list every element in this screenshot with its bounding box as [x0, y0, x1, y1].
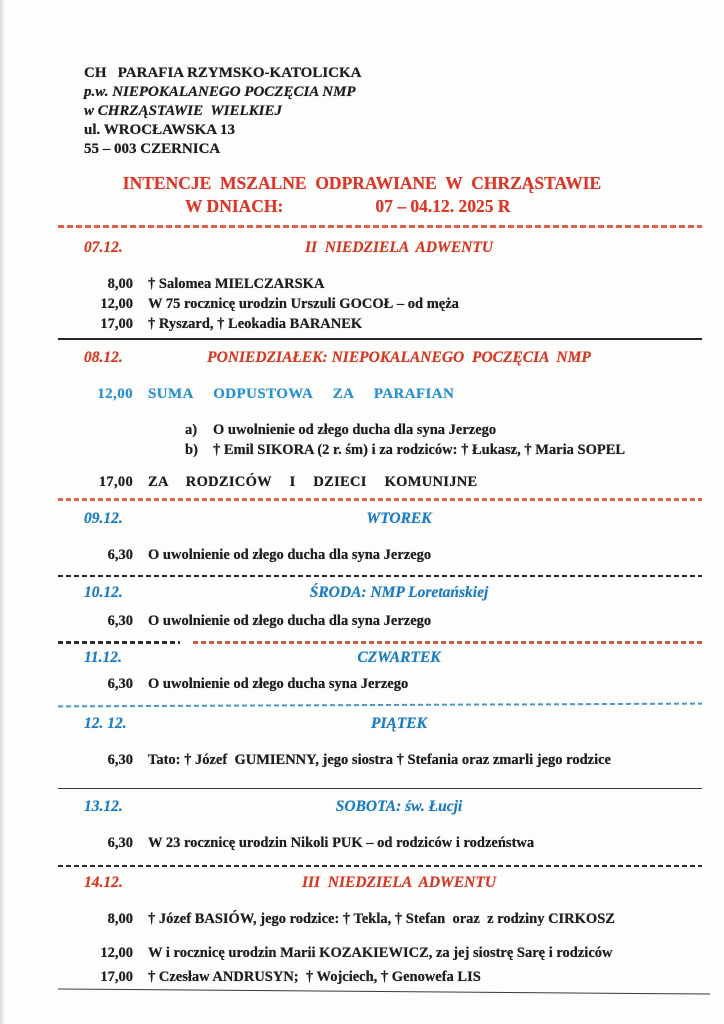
mass-entry: [85, 611, 688, 631]
mass-intention: SUMA ODPUSTOWA ZA PARAFIAN: [148, 386, 455, 402]
mass-entry: [85, 294, 688, 314]
separator-solid-thin-slanted: [58, 988, 710, 994]
separator-segment-gap: [180, 641, 193, 644]
mass-time: 12,00: [100, 296, 133, 312]
section-heading-0912: [84, 509, 640, 529]
separator-red-dashed: [58, 225, 702, 228]
mass-entry-suma: [85, 384, 688, 404]
mass-intention: † Ryszard, † Leokadia BARANEK: [148, 316, 363, 332]
mass-time: 12,00: [100, 945, 133, 961]
separator-solid-thin: [58, 788, 702, 789]
date-range-value: 07 – 04.12. 2025 R: [375, 196, 511, 216]
mass-intention: ZA RODZICÓW I DZIECI KOMUNIJNE: [148, 474, 478, 490]
section-date: 07.12.: [84, 239, 123, 256]
section-title: II NIEDZIELA ADWENTU: [304, 239, 494, 256]
section-title: III NIEDZIELA ADWENTU: [301, 874, 497, 891]
parish-name-line: CH PARAFIA RZYMSKO-KATOLICKA: [84, 65, 362, 81]
section-date: 13.12.: [84, 797, 123, 815]
mass-entry: [85, 750, 688, 770]
mass-time: 6,30: [107, 834, 133, 851]
section-heading-1312: [84, 797, 640, 817]
mass-entry: [85, 909, 688, 929]
section-heading-0812: [84, 348, 640, 368]
section-title: CZWARTEK: [357, 648, 441, 666]
separator-black-dashed: [58, 575, 702, 578]
separator-black-dashed: [58, 865, 702, 868]
mass-intention: Tato: † Józef GUMIENNY, jego siostra † Stefania oraz zmarli jego rodzice: [148, 751, 611, 768]
mass-time: 17,00: [100, 316, 133, 332]
sub-intention-label: a): [185, 422, 198, 438]
parish-locality-line: w CHRZĄSTAWIE WIELKIEJ: [84, 103, 283, 119]
parish-patron-line: p.w. NIEPOKALANEGO POCZĘCIA NMP: [84, 84, 356, 100]
separator-segment-red: [193, 641, 702, 644]
section-date: 14.12.: [84, 874, 123, 891]
section-title: SOBOTA: św. Łucji: [335, 797, 463, 815]
mass-time: 6,30: [107, 546, 133, 563]
section-heading-1412: [84, 873, 640, 893]
section-heading-1212: [84, 714, 640, 734]
section-title: ŚRODA: NMP Loretańskiej: [309, 584, 489, 601]
mass-time: 8,00: [107, 276, 133, 292]
section-date: 10.12.: [84, 584, 123, 601]
section-title: PONIEDZIAŁEK: NIEPOKALANEGO POCZĘCIA NMP: [207, 349, 591, 366]
separator-blue-dashed: [58, 702, 702, 707]
section-date: 09.12.: [84, 509, 123, 527]
mass-time: 6,30: [107, 613, 133, 629]
section-date: 12. 12.: [84, 714, 127, 732]
mass-intention: W 75 rocznicę urodzin Urszuli GOCOŁ – od męża: [148, 296, 459, 312]
separator-segment-black: [58, 641, 180, 644]
mass-intention: W 23 rocznicę urodzin Nikoli PUK – od rodziców i rodzeństwa: [148, 834, 535, 851]
mass-entry: [85, 472, 688, 492]
page-title-line1: INTENCJE MSZALNE ODPRAWIANE W CHRZĄSTAWIE: [122, 173, 602, 193]
mass-entry: [85, 967, 688, 987]
mass-time: 8,00: [107, 911, 133, 927]
mass-time: 12,00: [97, 386, 133, 402]
mass-entry: [85, 274, 688, 294]
mass-intention: O uwolnienie od złego ducha syna Jerzego: [148, 675, 409, 692]
section-heading-1112: [84, 648, 640, 668]
section-title: WTOREK: [366, 509, 432, 527]
mass-intention: † Józef BASIÓW, jego rodzice: † Tekla, † Stefan oraz z rodziny CIRKOSZ: [148, 911, 615, 927]
separator-solid: [58, 338, 702, 340]
mass-entry: [85, 833, 688, 853]
mass-entry: [85, 674, 688, 694]
mass-intention: O uwolnienie od złego ducha dla syna Jerzego: [148, 546, 432, 563]
separator-red-dashed: [58, 498, 702, 501]
mass-time: 6,30: [107, 675, 133, 692]
mass-intention: W i rocznicę urodzin Marii KOZAKIEWICZ, za jej siostrę Sarę i rodziców: [148, 945, 613, 961]
sub-intention-label: b): [185, 442, 198, 458]
sub-intention-text: † Emil SIKORA (2 r. śm) i za rodziców: † Łukasz, † Maria SOPEL: [213, 442, 626, 458]
mass-time: 6,30: [107, 751, 133, 768]
section-heading-0712: [84, 238, 640, 258]
separator-mixed-dashed: [58, 641, 702, 644]
page-title: [0, 172, 724, 218]
mass-entry: [85, 943, 688, 963]
sub-intention: [185, 440, 688, 460]
mass-entry: [85, 314, 688, 334]
mass-intention: † Czesław ANDRUSYN; † Wojciech, † Genowefa LIS: [148, 969, 481, 985]
mass-intention: O uwolnienie od złego ducha dla syna Jerzego: [148, 613, 432, 629]
page-title-line2: [0, 195, 724, 218]
parish-header: [84, 64, 684, 159]
sub-intention: [185, 420, 688, 440]
mass-intention: † Salomea MIELCZARSKA: [148, 276, 325, 292]
section-title: PIĄTEK: [371, 714, 427, 732]
scan-edge-artifact: [0, 0, 5, 1024]
parish-street-line: ul. WROCŁAWSKA 13: [84, 122, 236, 138]
mass-time: 17,00: [98, 474, 133, 490]
date-range-label: W DNIACH:: [185, 196, 284, 216]
parish-postcode-line: 55 – 003 CZERNICA: [84, 141, 221, 157]
sub-intention-text: O uwolnienie od złego ducha dla syna Jerzego: [213, 422, 497, 438]
section-date: 08.12.: [84, 349, 123, 366]
mass-time: 17,00: [100, 969, 133, 985]
section-date: 11.12.: [84, 648, 122, 666]
mass-entry: [85, 545, 688, 565]
section-heading-1012: [84, 583, 640, 603]
